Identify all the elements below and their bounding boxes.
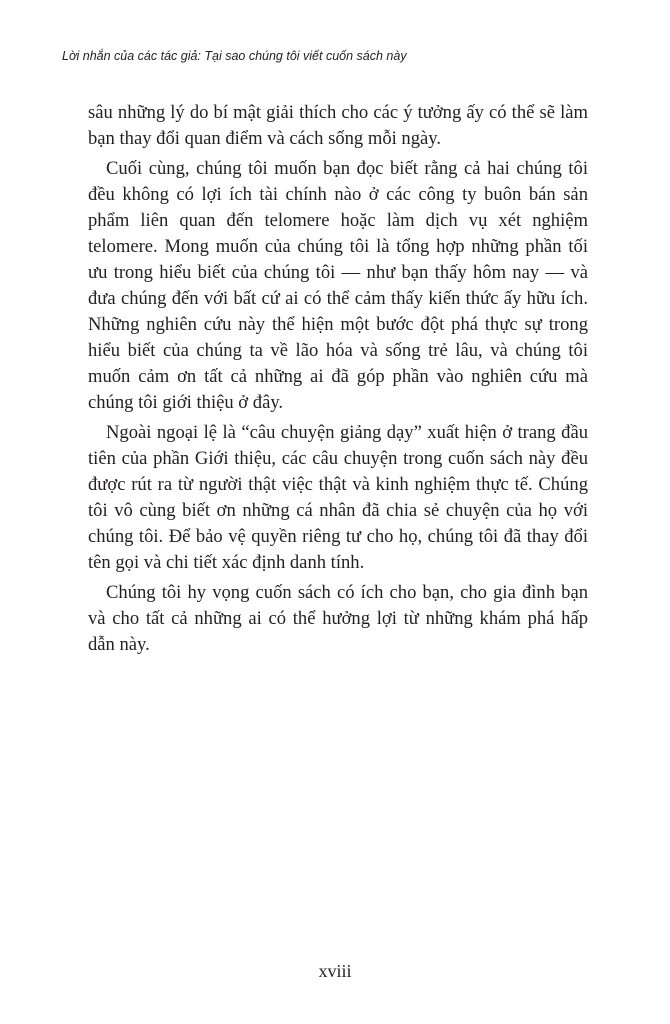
paragraph-closing-wish: Chúng tôi hy vọng cuốn sách có ích cho bạn, cho gia đình bạn và cho tất cả những ai có thể hưởng lợi từ những khám phá hấp dẫn này. xyxy=(88,582,588,655)
page-body xyxy=(88,100,588,662)
page-number: xviii xyxy=(318,961,352,981)
paragraph-stories-note: Ngoài ngoại lệ là “câu chuyện giảng dạy” xuất hiện ở trang đầu tiên của phần Giới thiệu, các câu chuyện trong cuốn sách này đều được rút ra từ người thật việc thật và kinh nghiệm thực tế. Chúng tôi vô cùng biết ơn những cá nhân đã chia sẻ chuyện của họ với chúng tôi. Để bảo vệ quyền riêng tư cho họ, chúng tôi đã thay đổi tên gọi và chi tiết xác định danh tính. xyxy=(88,422,588,573)
paragraph-continuation: sâu những lý do bí mật giải thích cho các ý tưởng ấy có thể sẽ làm bạn thay đổi quan điểm và cách sống mỗi ngày. xyxy=(88,102,588,149)
running-header: Lời nhắn của các tác giả: Tại sao chúng tôi viết cuốn sách này xyxy=(62,49,407,63)
paragraph-financial-disclosure: Cuối cùng, chúng tôi muốn bạn đọc biết rằng cả hai chúng tôi đều không có lợi ích tài chính nào ở các công ty buôn bán sản phẩm liên quan đến telomere hoặc làm dịch vụ xét nghiệm telomere. Mong muốn của chúng tôi là tổng hợp những phần tối ưu trong hiểu biết của chúng tôi — như bạn thấy hôm nay — và đưa chúng đến với bất cứ ai có thể cảm thấy kiến thức ấy hữu ích. Những nghiên cứu này thể hiện một bước đột phá thực sự trong hiểu biết của chúng ta về lão hóa và sống trẻ lâu, và chúng tôi muốn cảm ơn tất cả những ai đã góp phần vào nghiên cứu mà chúng tôi giới thiệu ở đây. xyxy=(88,158,588,413)
